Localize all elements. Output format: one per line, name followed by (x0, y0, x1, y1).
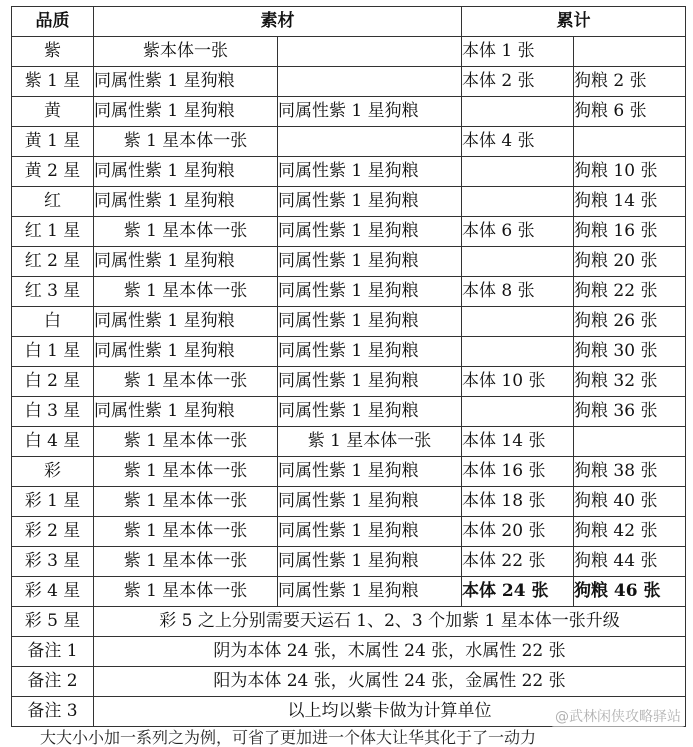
table-row (12, 217, 686, 247)
table-row (12, 397, 686, 427)
base-total-cell: 本体 16 张 (462, 457, 574, 487)
base-total-cell: 本体 24 张 (462, 577, 574, 607)
fodder-total-cell: 狗粮 36 张 (574, 397, 686, 427)
base-total-cell: 本体 6 张 (462, 217, 574, 247)
note-label: 彩 5 星 (12, 607, 94, 637)
fodder-total-cell: 狗粮 38 张 (574, 457, 686, 487)
material-1-cell: 紫 1 星本体一张 (94, 577, 278, 607)
base-total-cell: 本体 20 张 (462, 517, 574, 547)
material-1-cell: 同属性紫 1 星狗粮 (94, 397, 278, 427)
material-2-cell: 同属性紫 1 星狗粮 (278, 157, 462, 187)
fodder-total-cell: 狗粮 20 张 (574, 247, 686, 277)
material-2-cell: 同属性紫 1 星狗粮 (278, 187, 462, 217)
fodder-total-cell: 狗粮 44 张 (574, 547, 686, 577)
table-row (12, 457, 686, 487)
table-row (12, 337, 686, 367)
material-2-cell: 同属性紫 1 星狗粮 (278, 517, 462, 547)
base-total-cell (462, 247, 574, 277)
material-1-cell: 同属性紫 1 星狗粮 (94, 67, 278, 97)
material-1-cell: 紫 1 星本体一张 (94, 517, 278, 547)
material-2-cell: 同属性紫 1 星狗粮 (278, 337, 462, 367)
grade-cell: 红 (12, 187, 94, 217)
table-row (12, 187, 686, 217)
fodder-total-cell: 狗粮 40 张 (574, 487, 686, 517)
grade-cell: 紫 (12, 37, 94, 67)
material-2-cell: 同属性紫 1 星狗粮 (278, 577, 462, 607)
grade-cell: 彩 4 星 (12, 577, 94, 607)
material-1-cell: 紫 1 星本体一张 (94, 367, 278, 397)
note-label: 备注 3 (12, 697, 94, 727)
note-row (12, 607, 686, 637)
fodder-total-cell (574, 127, 686, 157)
grade-cell: 白 1 星 (12, 337, 94, 367)
note-row (12, 637, 686, 667)
material-2-cell: 同属性紫 1 星狗粮 (278, 457, 462, 487)
material-2-cell: 同属性紫 1 星狗粮 (278, 247, 462, 277)
grade-cell: 红 1 星 (12, 217, 94, 247)
material-1-cell: 同属性紫 1 星狗粮 (94, 307, 278, 337)
base-total-cell: 本体 10 张 (462, 367, 574, 397)
base-total-cell (462, 397, 574, 427)
base-total-cell (462, 307, 574, 337)
table-row (12, 127, 686, 157)
base-total-cell (462, 187, 574, 217)
grade-cell: 黄 1 星 (12, 127, 94, 157)
base-total-cell: 本体 22 张 (462, 547, 574, 577)
material-1-cell: 紫 1 星本体一张 (94, 547, 278, 577)
fodder-total-cell: 狗粮 2 张 (574, 67, 686, 97)
table-row (12, 157, 686, 187)
fodder-total-cell (574, 37, 686, 67)
material-2-cell (278, 67, 462, 97)
grade-cell: 黄 (12, 97, 94, 127)
material-2-cell: 同属性紫 1 星狗粮 (278, 547, 462, 577)
table-row (12, 277, 686, 307)
table-row (12, 247, 686, 277)
watermark: @武林闲侠攻略驿站 (551, 705, 685, 727)
table-row (12, 517, 686, 547)
fodder-total-cell: 狗粮 14 张 (574, 187, 686, 217)
note-label: 备注 1 (12, 637, 94, 667)
material-2-cell (278, 127, 462, 157)
table-row (12, 577, 686, 607)
material-2-cell (278, 37, 462, 67)
material-2-cell: 同属性紫 1 星狗粮 (278, 397, 462, 427)
fodder-total-cell: 狗粮 6 张 (574, 97, 686, 127)
base-total-cell: 本体 4 张 (462, 127, 574, 157)
fodder-total-cell: 狗粮 22 张 (574, 277, 686, 307)
material-1-cell: 紫 1 星本体一张 (94, 217, 278, 247)
note-text: 阳为本体 24 张，火属性 24 张，金属性 22 张 (94, 667, 686, 697)
material-1-cell: 同属性紫 1 星狗粮 (94, 157, 278, 187)
fodder-total-cell: 狗粮 16 张 (574, 217, 686, 247)
base-total-cell: 本体 1 张 (462, 37, 574, 67)
material-2-cell: 同属性紫 1 星狗粮 (278, 97, 462, 127)
grade-cell: 白 4 星 (12, 427, 94, 457)
base-total-cell: 本体 8 张 (462, 277, 574, 307)
note-label: 备注 2 (12, 667, 94, 697)
fodder-total-cell: 狗粮 46 张 (574, 577, 686, 607)
material-2-cell: 同属性紫 1 星狗粮 (278, 367, 462, 397)
grade-cell: 彩 2 星 (12, 517, 94, 547)
material-2-cell: 紫 1 星本体一张 (278, 427, 462, 457)
material-2-cell: 同属性紫 1 星狗粮 (278, 277, 462, 307)
material-1-cell: 紫 1 星本体一张 (94, 487, 278, 517)
material-2-cell: 同属性紫 1 星狗粮 (278, 217, 462, 247)
base-total-cell: 本体 14 张 (462, 427, 574, 457)
grade-cell: 红 3 星 (12, 277, 94, 307)
table-row (12, 307, 686, 337)
table-row (12, 367, 686, 397)
material-1-cell: 同属性紫 1 星狗粮 (94, 247, 278, 277)
grade-upgrade-table (11, 6, 686, 727)
grade-cell: 白 3 星 (12, 397, 94, 427)
material-1-cell: 同属性紫 1 星狗粮 (94, 187, 278, 217)
grade-cell: 白 (12, 307, 94, 337)
material-1-cell: 同属性紫 1 星狗粮 (94, 97, 278, 127)
fodder-total-cell: 狗粮 32 张 (574, 367, 686, 397)
fodder-total-cell (574, 427, 686, 457)
table-row (12, 547, 686, 577)
header-grade: 品质 (12, 7, 94, 37)
material-2-cell: 同属性紫 1 星狗粮 (278, 487, 462, 517)
base-total-cell: 本体 2 张 (462, 67, 574, 97)
material-1-cell: 同属性紫 1 星狗粮 (94, 337, 278, 367)
header-materials: 素材 (94, 7, 462, 37)
fodder-total-cell: 狗粮 10 张 (574, 157, 686, 187)
table-row (12, 97, 686, 127)
note-row (12, 667, 686, 697)
note-text: 以上均以紫卡做为计算单位 (94, 697, 686, 727)
note-text: 彩 5 之上分别需要天运石 1、2、3 个加紫 1 星本体一张升级 (94, 607, 686, 637)
material-1-cell: 紫 1 星本体一张 (94, 127, 278, 157)
grade-cell: 紫 1 星 (12, 67, 94, 97)
base-total-cell (462, 97, 574, 127)
material-2-cell: 同属性紫 1 星狗粮 (278, 307, 462, 337)
cut-off-text-line: 大大小小加一系列之为例，可省了更加进一个体大让华其化于了一动力 (40, 728, 537, 747)
fodder-total-cell: 狗粮 30 张 (574, 337, 686, 367)
table-row (12, 487, 686, 517)
grade-cell: 彩 1 星 (12, 487, 94, 517)
material-1-cell: 紫本体一张 (94, 37, 278, 67)
base-total-cell (462, 157, 574, 187)
grade-cell: 白 2 星 (12, 367, 94, 397)
fodder-total-cell: 狗粮 26 张 (574, 307, 686, 337)
grade-cell: 彩 3 星 (12, 547, 94, 577)
note-text: 阴为本体 24 张，木属性 24 张，水属性 22 张 (94, 637, 686, 667)
grade-cell: 黄 2 星 (12, 157, 94, 187)
table-row (12, 67, 686, 97)
table-row (12, 427, 686, 457)
grade-cell: 红 2 星 (12, 247, 94, 277)
fodder-total-cell: 狗粮 42 张 (574, 517, 686, 547)
header-totals: 累计 (462, 7, 686, 37)
base-total-cell (462, 337, 574, 367)
table-row (12, 37, 686, 67)
material-1-cell: 紫 1 星本体一张 (94, 427, 278, 457)
material-1-cell: 紫 1 星本体一张 (94, 277, 278, 307)
header-row (12, 7, 686, 37)
base-total-cell: 本体 18 张 (462, 487, 574, 517)
grade-cell: 彩 (12, 457, 94, 487)
material-1-cell: 紫 1 星本体一张 (94, 457, 278, 487)
